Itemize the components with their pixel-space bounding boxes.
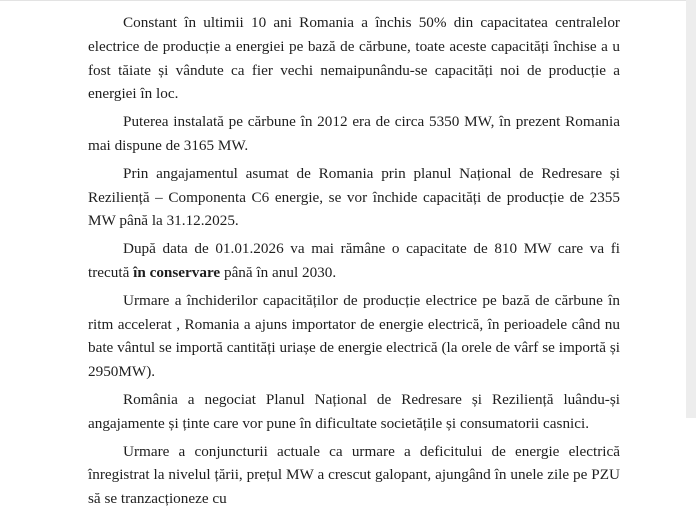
paragraph-installed-power: Puterea instalată pe cărbune în 2012 era de circa 5350 MW, în prezent Romania mai dispune de 3165 MW. [88, 113, 620, 154]
paragraph-pnrr-negotiation: România a negociat Planul Național de Redresare și Reziliență luându-și angajamente și ținte care vor pune în dificultate societățile și consumatorii casnici. [88, 390, 620, 432]
paragraph-price-increase: Urmare a conjuncturii actuale ca urmare a deficitului de energie electrică înregistrat la nivelul țării, prețul MW a crescut galopant, ajungând în unele zile pe PZU să se tranzacționeze cu [88, 442, 620, 508]
viewer-top-border [0, 0, 696, 1]
paragraph-pnrr-commitment: Prin angajamentul asumat de Romania prin planul Național de Redresare și Reziliență – Componenta C6 energie, se vor închide capacități de producție de 2355 MW până la 31.12.2025. [88, 164, 620, 230]
paragraph-remaining-capacity [88, 237, 620, 285]
remaining-capacity-text: După data de 01.01.2026 va mai rămâne o capacitate de 810 MW care va fi trecută [88, 240, 620, 281]
paragraph-energy-import: Urmare a închiderilor capacităților de producție electrice pe bază de cărbune în ritm accelerat , Romania a ajuns importator de energie electrică, în perioadele când nu bate vântul se importă cantități uriașe de energie electrică (la orele de vârf se importă și 2950MW). [88, 291, 620, 381]
document-body [88, 11, 620, 511]
viewer-right-edge [686, 0, 696, 418]
paragraph-coal-capacity-closure: Constant în ultimii 10 ani Romania a închis 50% din capacitatea centralelor electrice de producție a energiei pe bază de cărbune, toate aceste capacități închise a u fost tăiate și vândute ca fier vechi nemaipunându-se capacități noi de producție a energiei în loc. [88, 14, 620, 103]
conservation-emphasis: în conservare [133, 263, 221, 281]
remaining-capacity-tail: până în anul 2030. [220, 263, 337, 281]
